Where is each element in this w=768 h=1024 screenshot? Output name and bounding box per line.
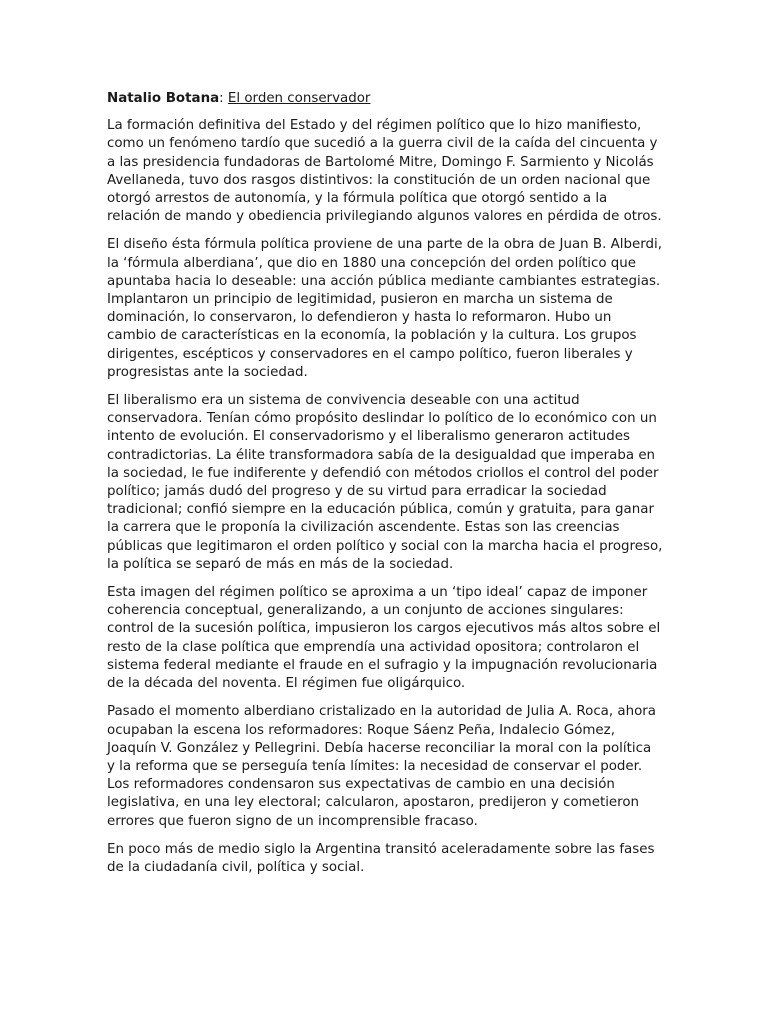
document-heading	[107, 90, 663, 108]
paragraph-4: Esta imagen del régimen político se aproxima a un ‘tipo ideal’ capaz de imponer coherencia conceptual, generalizando, a un conjunto de acciones singulares: control de la sucesión política, impusieron los cargos ejecutivos más altos sobre el resto de la clase política que emprendía una actividad opositora; controlaron el sistema federal mediante el fraude en el sufragio y la impugnación revolucionaria de la década del noventa. El régimen fue oligárquico.	[107, 585, 661, 692]
heading-separator: :	[219, 91, 228, 106]
paragraph-1: La formación definitiva del Estado y del régimen político que lo hizo manifiesto, como un fenómeno tardío que sucedió a la guerra civil de la caída del cincuenta y a las presidencia fundadoras de Bartolomé Mitre, Domingo F. Sarmiento y Nicolás Avellaneda, tuvo dos rasgos distintivos: la constitución de un orden nacional que otorgó arrestos de autonomía, y la fórmula política que otorgó sentido a la relación de mando y obediencia privilegiando algunos valores en pérdida de otros.	[107, 118, 662, 225]
paragraph-2: El diseño ésta fórmula política proviene de una parte de la obra de Juan B. Alberdi, la ‘fórmula alberdiana’, que dio en 1880 una concepción del orden político que apuntaba hacia lo deseable: una acción pública mediante cambiantes estrategias. Implantaron un principio de legitimidad, pusieron en marcha un sistema de dominación, lo conservaron, lo defendieron y hasta lo reformaron. Hubo un cambio de características en la economía, la población y la cultura. Los grupos dirigentes, escépticos y conservadores en el campo político, fueron liberales y progresistas ante la sociedad.	[107, 237, 662, 380]
paragraph-3: El liberalismo era un sistema de convivencia deseable con una actitud conservadora. Tenían cómo propósito deslindar lo político de lo económico con un intento de evolución. El conservadorismo y el liberalismo generaron actitudes contradictorias. La élite transformadora sabía de la desigualdad que imperaba en la sociedad, le fue indiferente y defendió con métodos criollos el control del poder político; jamás dudó del progreso y de su virtud para erradicar la sociedad tradicional; confió siempre en la educación pública, común y gratuita, para ganar la carrera que le proponía la civilización ascendente. Estas son las creencias públicas que legitimaron el orden político y social con la marcha hacia el progreso, la política se separó de más en más de la sociedad.	[107, 393, 663, 572]
paragraph-5: Pasado el momento alberdiano cristalizado en la autoridad de Julia A. Roca, ahora ocupaban la escena los reformadores: Roque Sáenz Peña, Indalecio Gómez, Joaquín V. González y Pellegrini. Debía hacerse reconciliar la moral con la política y la reforma que se perseguía tenía límites: la necesidad de conservar el poder. Los reformadores condensaron sus expectativas de cambio en una decisión legislativa, en una ley electoral; calcularon, apostaron, predijeron y cometieron errores que fueron signo de un incomprensible fracaso.	[107, 704, 657, 829]
paragraph-6: En poco más de medio siglo la Argentina transitó aceleradamente sobre las fases de la ciudadanía civil, política y social.	[107, 841, 655, 875]
document-page	[107, 90, 663, 887]
author-name: Natalio Botana	[107, 91, 220, 106]
work-title: El orden conservador	[227, 91, 371, 106]
